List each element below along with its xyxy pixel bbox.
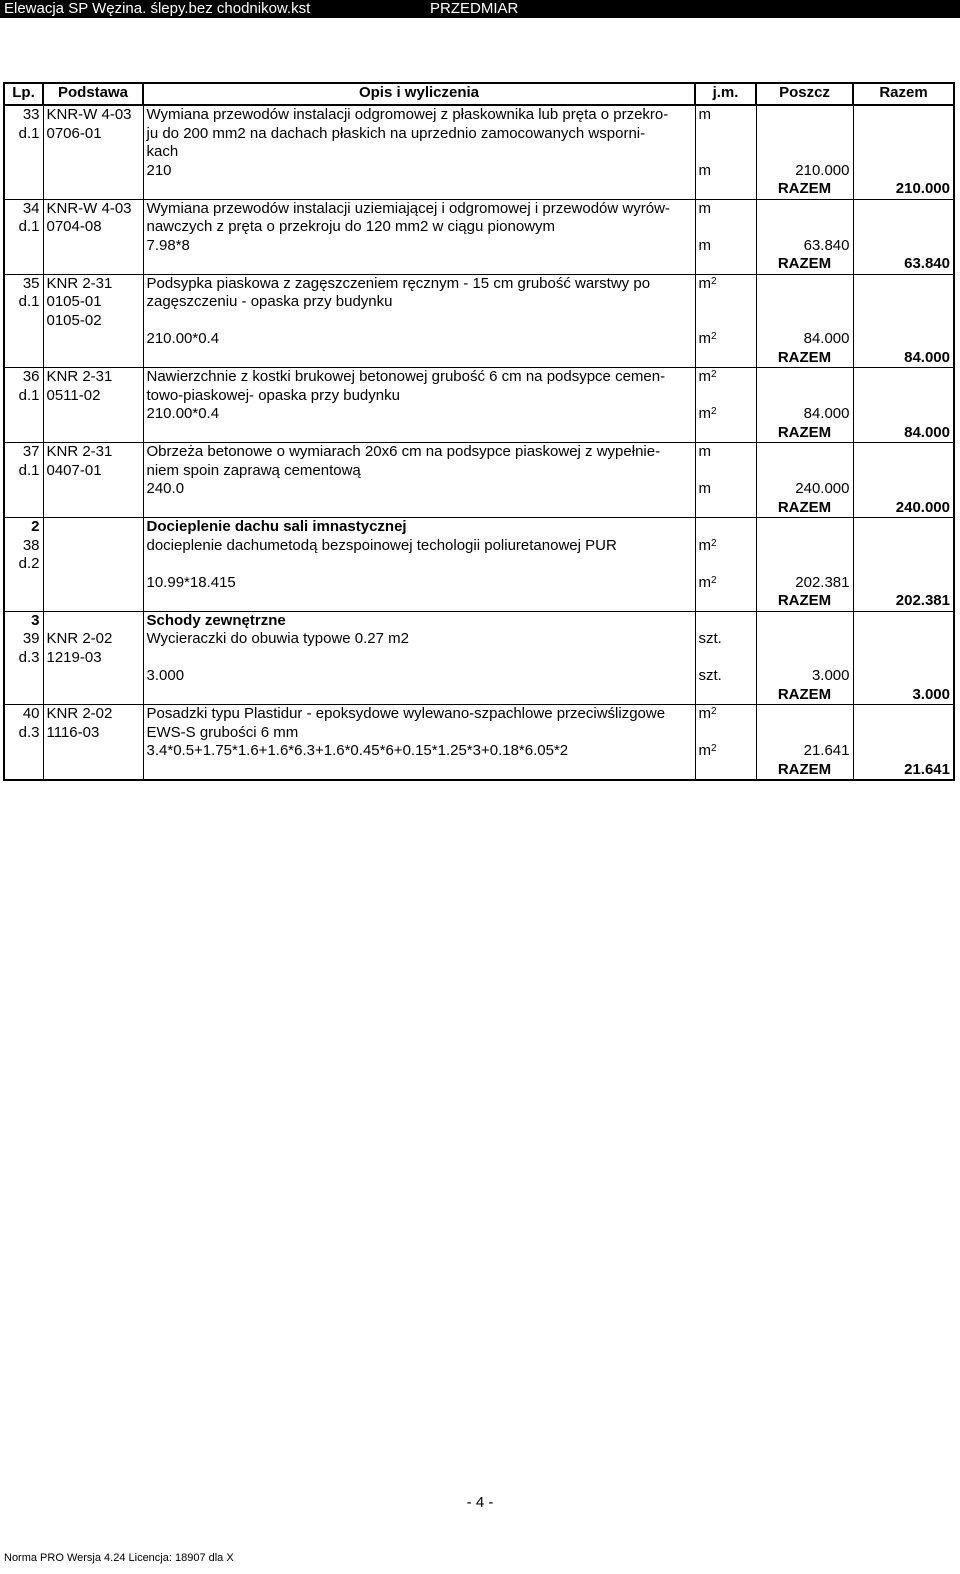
table-row xyxy=(4,537,954,574)
description: Wymiana przewodów instalacji uziemiającej i odgromowej i przewodów wyrów- xyxy=(146,199,670,217)
unit: m xyxy=(695,105,756,162)
calculation: 3.4*0.5+1.75*1.6+1.6*6.3+1.6*0.45*6+0.15*1.25*3+0.18*6.05*2 xyxy=(146,742,569,759)
basis-code: 0511-02 xyxy=(46,386,101,404)
przedmiar-table xyxy=(3,82,955,781)
sum-value: 202.381 xyxy=(853,592,954,611)
sum-row xyxy=(4,686,954,705)
header-poszcz: Poszcz xyxy=(756,83,853,105)
unit-superscript: 2 xyxy=(711,331,717,342)
table-header-row xyxy=(4,83,954,105)
description: nawczych z pręta o przekroju do 120 mm2 w ciągu pionowym xyxy=(146,218,556,235)
unit: szt. xyxy=(695,630,756,667)
sum-row xyxy=(4,349,954,368)
description: Obrzeża betonowe o wymiarach 20x6 cm na podsypce piaskowej z wypełnie- xyxy=(146,443,661,460)
calc-unit: m xyxy=(698,742,711,759)
partial-value: 84.000 xyxy=(756,330,853,349)
position-number: 35 xyxy=(22,274,40,292)
section-row xyxy=(4,611,954,630)
calculation: 10.99*18.415 xyxy=(146,573,236,591)
sum-label: RAZEM xyxy=(756,255,853,274)
partial-value: 84.000 xyxy=(756,405,853,424)
description: Posadzki typu Plastidur - epoksydowe wylewano-szpachlowe przeciwślizgowe xyxy=(146,705,666,722)
description: docieplenie dachumetodą bezspoinowej techologii poliuretanowej PUR xyxy=(146,536,617,554)
calc-row xyxy=(4,405,954,424)
basis-code: KNR 2-31 xyxy=(46,274,113,292)
calc-row xyxy=(4,330,954,349)
description: kach xyxy=(146,143,179,160)
basis-code: KNR 2-31 xyxy=(46,368,113,385)
basis-code: 1219-03 xyxy=(46,648,102,666)
partial-value: 63.840 xyxy=(756,237,853,256)
calc-row xyxy=(4,162,954,181)
position-chapter: d.1 xyxy=(18,218,40,235)
calculation: 210 xyxy=(146,161,172,179)
sum-label: RAZEM xyxy=(756,180,853,199)
software-footer: Norma PRO Wersja 4.24 Licencja: 18907 dla X xyxy=(4,1552,234,1564)
calculation: 210.00*0.4 xyxy=(146,405,220,422)
position-chapter: d.3 xyxy=(18,723,40,741)
calc-row xyxy=(4,667,954,686)
section-number: 2 xyxy=(4,518,43,537)
section-title: Schody zewnętrzne xyxy=(143,611,695,630)
basis-code: KNR 2-31 xyxy=(46,443,113,460)
position-chapter: d.2 xyxy=(18,555,40,572)
basis-code: 0105-02 xyxy=(46,311,102,329)
sum-value: 21.641 xyxy=(853,761,954,781)
unit: m xyxy=(698,368,711,385)
sum-value: 3.000 xyxy=(853,686,954,705)
partial-value: 240.000 xyxy=(756,480,853,499)
sum-row xyxy=(4,180,954,199)
calc-unit: m xyxy=(695,162,756,181)
basis-code: 0407-01 xyxy=(46,461,102,479)
position-number: 36 xyxy=(22,368,40,385)
basis-code: KNR-W 4-03 xyxy=(46,106,132,123)
partial-value: 21.641 xyxy=(756,742,853,761)
table-row xyxy=(4,368,954,406)
sum-label: RAZEM xyxy=(756,592,853,611)
position-chapter: d.1 xyxy=(18,124,40,142)
table-row xyxy=(4,443,954,481)
calc-unit: m xyxy=(698,573,711,591)
position-chapter: d.1 xyxy=(18,461,40,479)
position-number: 37 xyxy=(22,443,40,460)
table-row xyxy=(4,199,954,237)
description: ju do 200 mm2 na dachach płaskich na uprzednio zamocowanych wsporni- xyxy=(146,124,646,142)
sum-label: RAZEM xyxy=(756,686,853,705)
partial-value: 3.000 xyxy=(756,667,853,686)
table-row xyxy=(4,705,954,743)
basis-code: 0704-08 xyxy=(46,218,102,235)
description: niem spoin zaprawą cementową xyxy=(146,461,361,479)
calculation: 7.98*8 xyxy=(146,236,190,254)
calc-row xyxy=(4,742,954,761)
unit: m xyxy=(698,536,711,554)
calc-unit: m xyxy=(698,330,711,347)
partial-value: 210.000 xyxy=(756,162,853,181)
unit-superscript: 2 xyxy=(711,574,717,586)
unit-superscript: 2 xyxy=(711,706,717,717)
unit-superscript: 2 xyxy=(711,406,717,417)
basis-code: 1116-03 xyxy=(46,723,100,741)
unit: m xyxy=(698,274,711,292)
calc-unit: m xyxy=(698,405,711,422)
calc-unit: m xyxy=(695,237,756,256)
description: zagęszczeniu - opaska przy budynku xyxy=(146,293,393,310)
sum-label: RAZEM xyxy=(756,424,853,443)
sum-value: 84.000 xyxy=(853,424,954,443)
sum-value: 240.000 xyxy=(853,499,954,518)
calculation: 3.000 xyxy=(146,667,185,684)
sum-value: 84.000 xyxy=(853,349,954,368)
description: Wymiana przewodów instalacji odgromowej z płaskownika lub pręta o przekro- xyxy=(146,106,669,123)
calc-row xyxy=(4,574,954,593)
sum-row xyxy=(4,255,954,274)
table-row xyxy=(4,105,954,162)
calc-unit: szt. xyxy=(695,667,756,686)
title-bar xyxy=(0,0,960,18)
file-name: Elewacja SP Węzina. ślepy.bez chodnikow.kst xyxy=(4,0,311,17)
position-chapter: d.1 xyxy=(18,293,40,310)
section-row xyxy=(4,518,954,537)
section-title: Docieplenie dachu sali imnastycznej xyxy=(143,518,695,537)
basis-code: KNR 2-02 xyxy=(46,705,113,722)
calculation: 210.00*0.4 xyxy=(146,330,220,347)
unit: m xyxy=(695,199,756,237)
section-number: 3 xyxy=(4,611,43,630)
sum-row xyxy=(4,424,954,443)
page-number: - 4 - xyxy=(466,1494,494,1511)
header-podstawa: Podstawa xyxy=(43,83,143,105)
sum-label: RAZEM xyxy=(756,499,853,518)
header-razem: Razem xyxy=(853,83,954,105)
calc-row xyxy=(4,237,954,256)
description: towo-piaskowej- opaska przy budynku xyxy=(146,386,400,404)
calc-row xyxy=(4,480,954,499)
unit-superscript: 2 xyxy=(711,743,717,754)
position-chapter: d.3 xyxy=(18,648,40,666)
description: EWS-S grubości 6 mm xyxy=(146,723,299,741)
sum-value: 210.000 xyxy=(853,180,954,199)
position-number: 38 xyxy=(22,536,40,554)
sum-row xyxy=(4,761,954,781)
position-number: 33 xyxy=(22,106,40,123)
sum-row xyxy=(4,592,954,611)
description: Wycieraczki do obuwia typowe 0.27 m2 xyxy=(146,630,409,647)
position-number: 40 xyxy=(22,705,40,722)
calculation: 240.0 xyxy=(146,480,185,497)
position-number: 39 xyxy=(22,630,40,647)
unit: m xyxy=(698,705,711,722)
position-number: 34 xyxy=(22,199,40,217)
table-row xyxy=(4,630,954,667)
description: Nawierzchnie z kostki brukowej betonowej grubość 6 cm na podsypce cemen- xyxy=(146,368,666,385)
unit-superscript: 2 xyxy=(711,369,717,380)
unit-superscript: 2 xyxy=(711,275,717,287)
sum-label: RAZEM xyxy=(756,349,853,368)
partial-value: 202.381 xyxy=(756,574,853,593)
basis-code: KNR 2-02 xyxy=(46,630,113,647)
unit-superscript: 2 xyxy=(711,537,717,549)
basis-code: 0105-01 xyxy=(46,293,102,310)
unit: m xyxy=(695,443,756,481)
sum-row xyxy=(4,499,954,518)
description: Podsypka piaskowa z zagęszczeniem ręcznym - 15 cm grubość warstwy po xyxy=(146,274,651,292)
basis-code: 0706-01 xyxy=(46,124,102,142)
table-row xyxy=(4,274,954,330)
header-opis: Opis i wyliczenia xyxy=(143,83,695,105)
basis-code: KNR-W 4-03 xyxy=(46,199,132,217)
sum-value: 63.840 xyxy=(853,255,954,274)
calc-unit: m xyxy=(695,480,756,499)
sum-label: RAZEM xyxy=(756,761,853,781)
position-chapter: d.1 xyxy=(18,386,40,404)
header-jm: j.m. xyxy=(695,83,756,105)
document-type: PRZEDMIAR xyxy=(430,0,519,17)
header-lp: Lp. xyxy=(4,83,43,105)
